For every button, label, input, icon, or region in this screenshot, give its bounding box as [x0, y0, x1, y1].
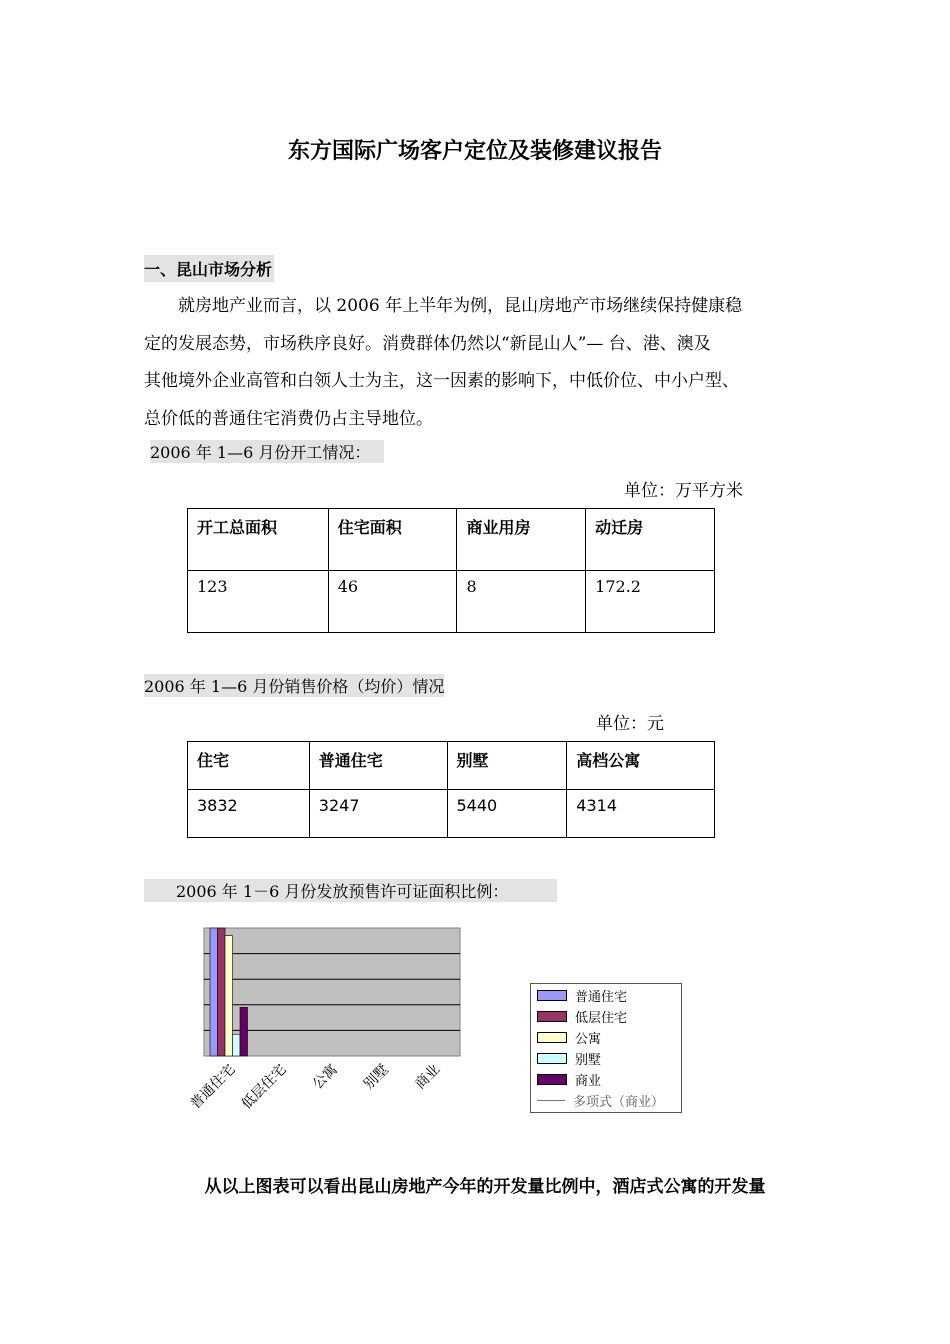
paragraph-line: 其他境外企业高管和白领人士为主，这一因素的影响下，中低价位、中小户型、: [144, 371, 739, 391]
table-cell: 3832: [188, 790, 310, 838]
bar-普通住宅: [210, 928, 218, 1056]
section-paragraph: [144, 288, 834, 438]
table-header-cell: 别墅: [447, 742, 567, 790]
legend-trendline-swatch: [537, 1100, 565, 1101]
conclusion-text: 从以上图表可以看出昆山房地产今年的开发量比例中，酒店式公寓的开发量: [204, 1177, 766, 1197]
chart-legend: [530, 983, 682, 1113]
table2-caption: 2006 年 1—6 月份销售价格（均价）情况: [144, 674, 444, 697]
table-cell: 123: [188, 571, 329, 633]
legend-label: 多项式（商业）: [573, 1094, 665, 1110]
table-header-cell: 动迁房: [586, 509, 715, 571]
legend-item: [537, 1070, 601, 1088]
legend-swatch: [537, 1074, 567, 1085]
chart-caption: 2006 年 1－6 月份发放预售许可证面积比例：: [144, 879, 557, 902]
legend-swatch: [537, 1053, 567, 1064]
x-tick-label: 普通住宅: [187, 1061, 239, 1113]
table-header-cell: 开工总面积: [188, 509, 329, 571]
table-header-cell: 住宅面积: [328, 509, 457, 571]
legend-label: 别墅: [575, 1052, 602, 1068]
paragraph-line: 定的发展态势，市场秩序良好。消费群体仍然以“新昆山人”— 台、港、澳及: [144, 333, 711, 354]
legend-label: 公寓: [575, 1031, 602, 1047]
bar-商业: [240, 1007, 248, 1056]
legend-swatch: [537, 1032, 567, 1043]
x-tick-label: 商业: [412, 1061, 444, 1093]
table-cell: 4314: [567, 790, 715, 838]
paragraph-line: 总价低的普通住宅消费仍占主导地位。: [144, 408, 433, 429]
table1-caption: 2006 年 1—6 月份开工情况：: [150, 440, 384, 463]
table-cell: 5440: [447, 790, 567, 838]
table2-unit: 单位：元: [596, 714, 664, 734]
table-header-cell: 普通住宅: [309, 742, 447, 790]
legend-label: 低层住宅: [575, 1010, 628, 1026]
bar-chart: [160, 915, 480, 1135]
legend-swatch: [537, 1011, 567, 1022]
bar-别墅: [233, 1034, 241, 1056]
legend-swatch: [537, 990, 567, 1001]
bar-公寓: [225, 936, 233, 1056]
bar-低层住宅: [218, 928, 226, 1056]
legend-item: [537, 1007, 627, 1025]
table-cell: 3247: [309, 790, 447, 838]
legend-item: [537, 1028, 601, 1046]
table-cell: 46: [328, 571, 457, 633]
x-tick-label: 别墅: [360, 1061, 393, 1093]
table-cell: 8: [457, 571, 586, 633]
table-header-cell: 商业用房: [457, 509, 586, 571]
price-table: [187, 741, 715, 838]
legend-label: 商业: [575, 1073, 602, 1089]
section-heading: 一、昆山市场分析: [144, 255, 274, 282]
legend-item: [537, 986, 627, 1004]
document-title: 东方国际广场客户定位及装修建议报告: [287, 139, 662, 164]
legend-label: 普通住宅: [575, 989, 628, 1005]
table-cell: 172.2: [586, 571, 715, 633]
x-tick-label: 公寓: [309, 1061, 341, 1093]
table1-unit: 单位：万平方米: [624, 481, 743, 501]
table-header-cell: 高档公寓: [567, 742, 715, 790]
x-tick-label: 低层住宅: [238, 1061, 290, 1113]
paragraph-line: 就房地产业而言，以 2006 年上半年为例，昆山房地产市场继续保持健康稳: [144, 296, 743, 316]
legend-item: [537, 1091, 664, 1109]
legend-item: [537, 1049, 601, 1067]
construction-table: [187, 508, 715, 633]
table-header-cell: 住宅: [188, 742, 310, 790]
